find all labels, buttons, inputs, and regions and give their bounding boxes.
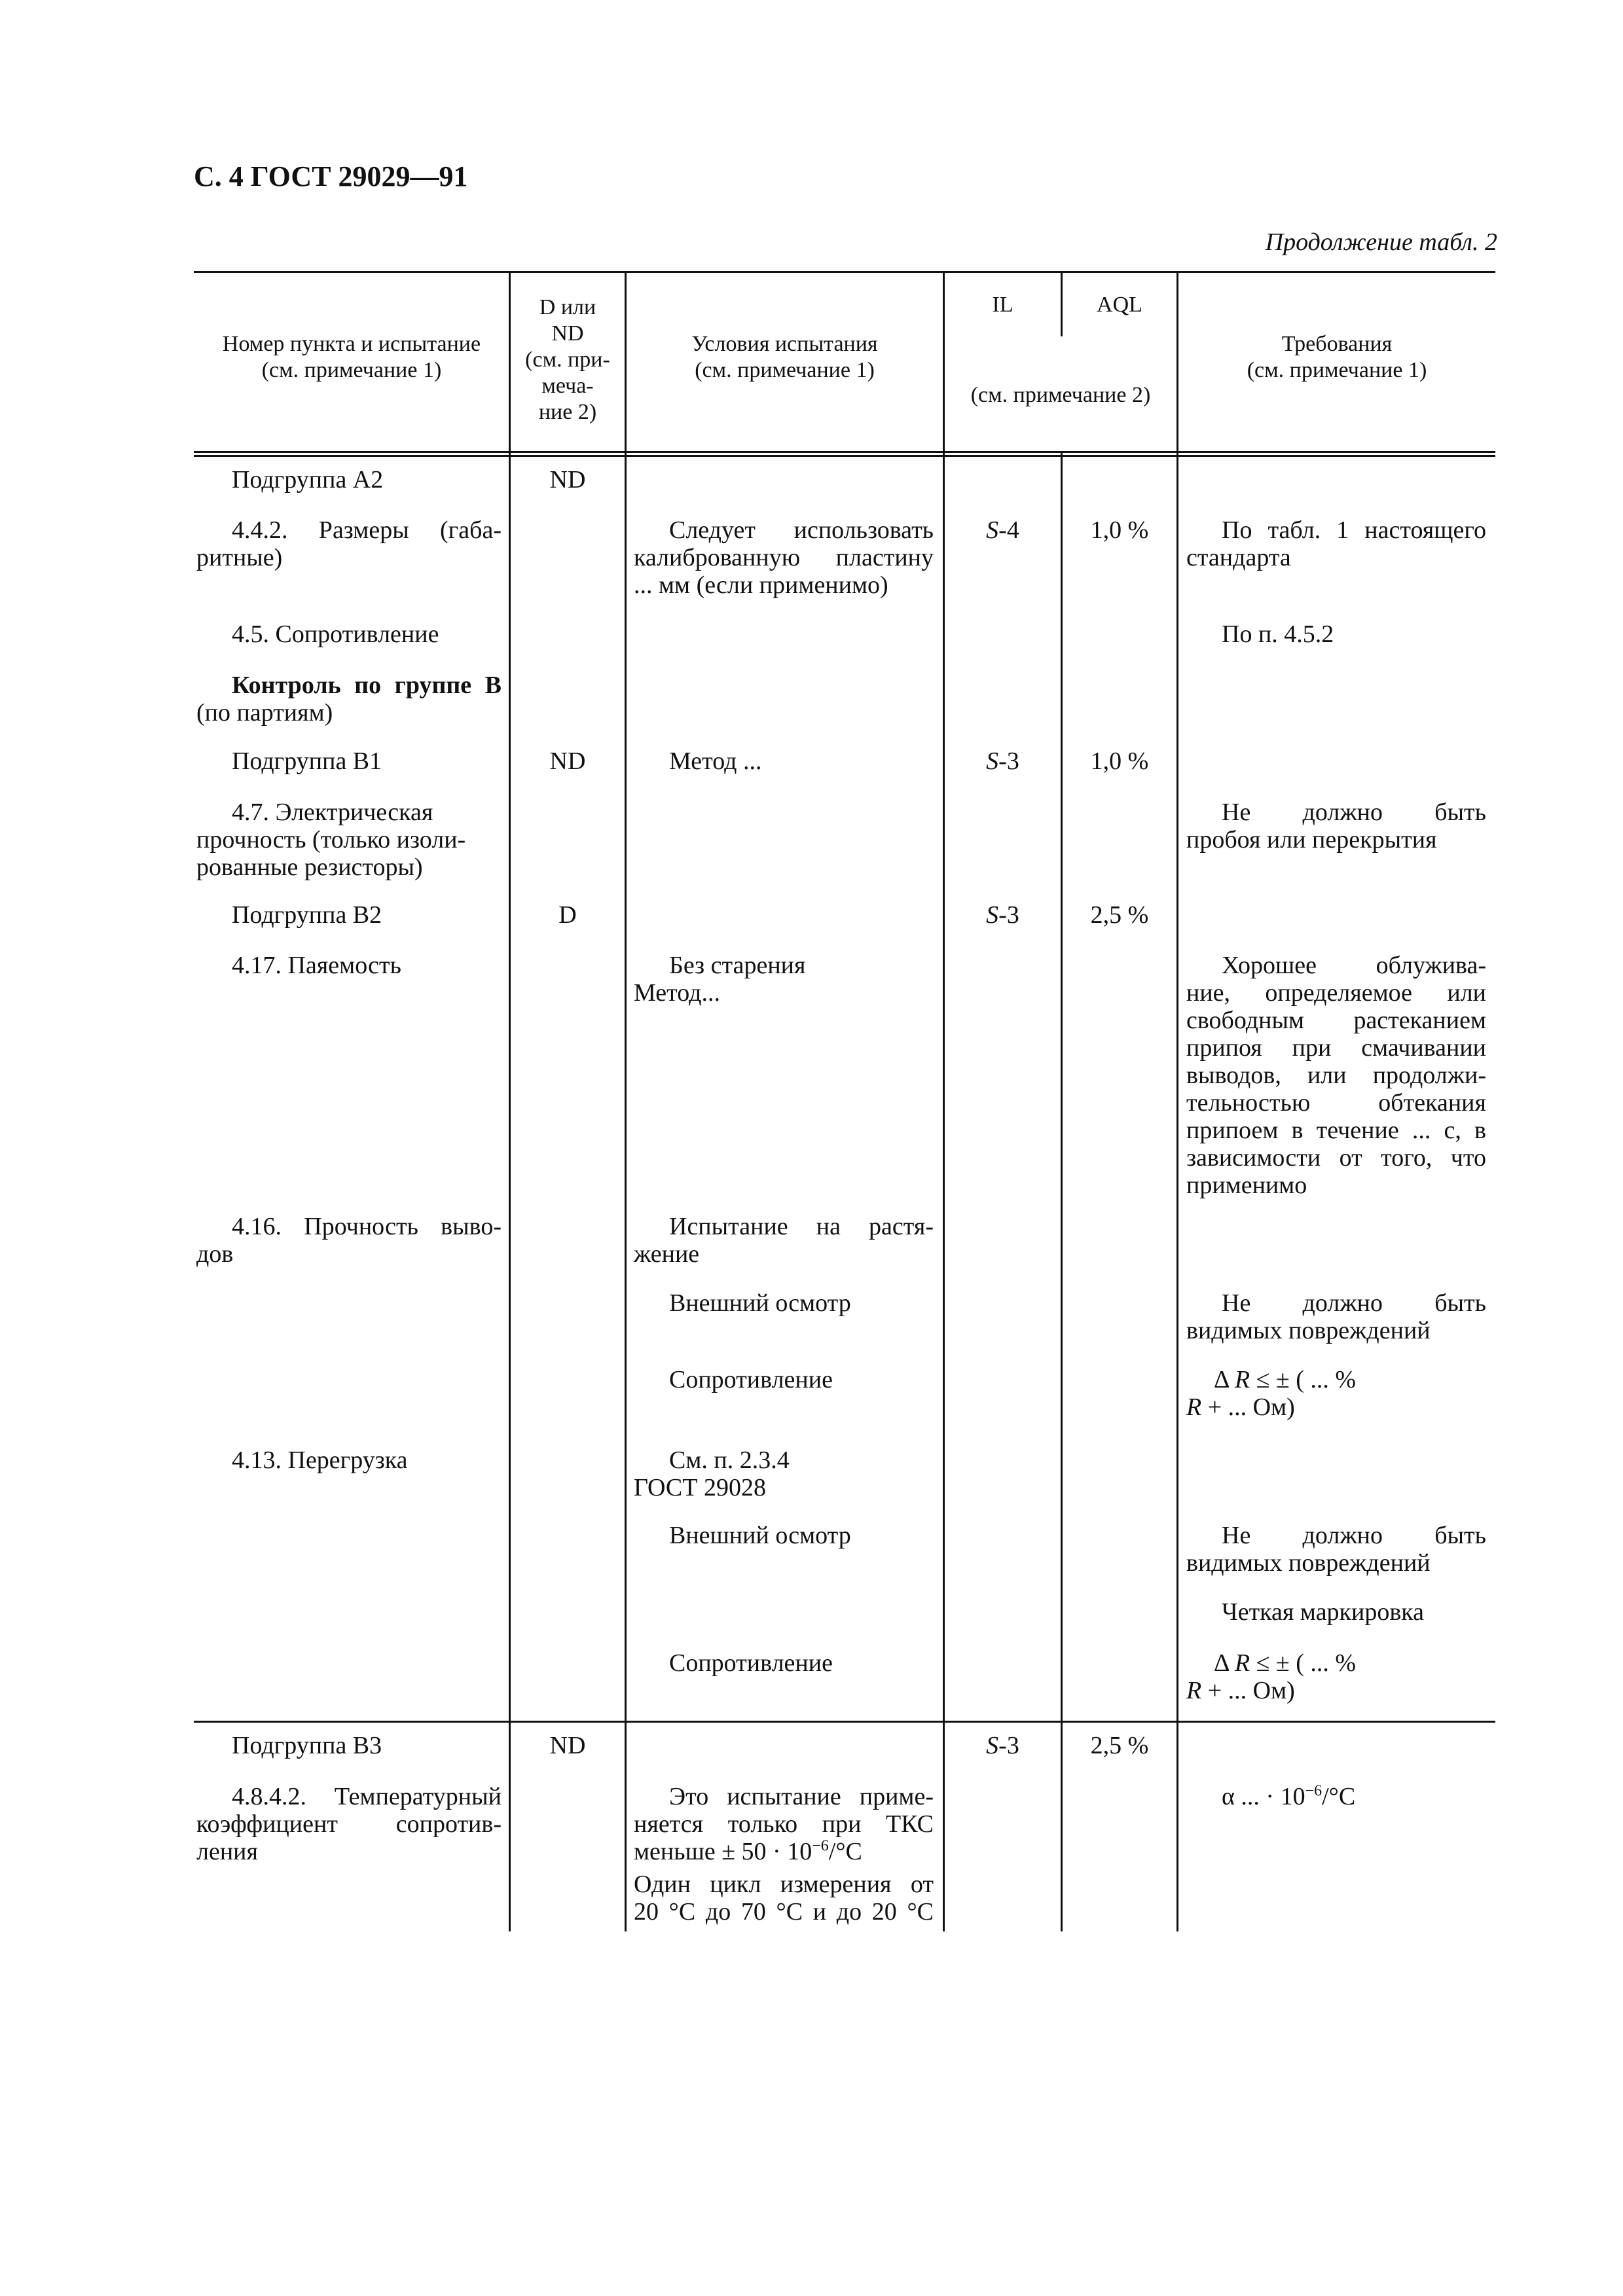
subgroup-b2-il: S-3	[986, 901, 1019, 929]
req-lead-resistance: Δ R ≤ ± ( ... % R + ... Ом)	[1186, 1366, 1357, 1421]
col-divider-5	[1176, 271, 1178, 1931]
subgroup-b3-dnd: ND	[549, 1732, 586, 1759]
test-solderability: 4.17. Паяемость	[232, 952, 401, 979]
cond-lead-resistance: Сопротивление	[669, 1366, 833, 1393]
col-divider-4b	[1061, 451, 1063, 1931]
test-overload: 4.13. Перегрузка	[232, 1446, 408, 1474]
subgroup-b1-dnd: ND	[549, 747, 586, 775]
subgroup-a2-dnd: ND	[549, 466, 586, 493]
req-overload-visual: Не должно быть видимых повреждений	[1186, 1522, 1486, 1577]
aql-dimensions: 1,0 %	[1090, 516, 1149, 544]
test-electric-strength: 4.7. Электрическая прочность (только изоли- рованные резисторы)	[196, 798, 466, 881]
cond-overload-visual: Внешний осмотр	[669, 1522, 851, 1549]
header-aql: AQL	[1097, 293, 1142, 317]
header-il: IL	[992, 293, 1013, 317]
table-top-rule	[194, 271, 1495, 273]
subgroup-b1: Подгруппа В1	[232, 747, 382, 775]
header-requirements: Требования (см. примечание 1)	[1247, 332, 1427, 382]
test-resistance: 4.5. Сопротивление	[232, 620, 439, 648]
req-tcr: α ... · $10^{-6}/^\circ C$	[1222, 1782, 1356, 1810]
group-b3-rule	[194, 1721, 1495, 1723]
test-lead-strength: 4.16. Прочность выво- дов	[196, 1213, 501, 1268]
subgroup-b1-aql: 1,0 %	[1090, 747, 1149, 775]
group-b-heading: Контроль по группе В (по партиям)	[196, 672, 501, 726]
cond-overload-ref: См. п. 2.3.4 ГОСТ 29028	[634, 1446, 790, 1501]
req-electric-strength: Не должно быть пробоя или перекрытия	[1186, 798, 1486, 853]
subgroup-b1-cond: Метод ...	[669, 747, 762, 775]
cond-solderability: Без старения Метод...	[634, 952, 806, 1007]
subgroup-b3: Подгруппа В3	[232, 1732, 382, 1759]
subgroup-a2: Подгруппа А2	[232, 466, 384, 493]
col-divider-2	[625, 271, 627, 1931]
test-tcr: 4.8.4.2. Температурный коэффициент сопротив- ления	[196, 1783, 501, 1865]
req-overload-marking: Четкая маркировка	[1222, 1598, 1425, 1626]
header-test: Номер пункта и испытание (см. примечание 1)	[222, 332, 481, 382]
req-resistance: По п. 4.5.2	[1222, 620, 1334, 648]
test-dimensions: 4.4.2. Размеры (габа- ритные)	[196, 516, 501, 571]
cond-overload-resistance: Сопротивление	[669, 1649, 833, 1677]
col-divider-1	[509, 271, 511, 1931]
page-header: С. 4 ГОСТ 29029—91	[194, 160, 468, 192]
subgroup-b1-il: S-3	[986, 747, 1019, 775]
cond-dimensions: Следует использовать калиброванную пластину ... мм (если применимо)	[634, 516, 934, 599]
header-double-rule-1	[194, 451, 1495, 453]
header-d-nd: D или ND (см. при- меча- ние 2)	[525, 295, 610, 424]
cond-tcr: Это испытание приме- няется только при ТКС меньше ± $50 \cdot 10^{-6}/^\circ C$ Один цикл измерения от 20 °С до 70 °С и до 20 °С	[634, 1783, 934, 1926]
cond-lead-tensile: Испытание на растя- жение	[634, 1213, 934, 1268]
subgroup-b2: Подгруппа В2	[232, 901, 382, 929]
il-dimensions: S-4	[986, 516, 1019, 544]
table-continuation-label: Продолжение табл. 2	[1265, 228, 1497, 256]
req-solderability: Хорошее облужива- ние, определяемое или свободным растеканием припоя при смачивании выводов, или продолжи- тельностью обтекания припоем в течение ... с, в зависимости от того, что применимо	[1186, 952, 1486, 1199]
req-dimensions: По табл. 1 настоящего стандарта	[1186, 516, 1486, 571]
header-il-aql-note: (см. примечание 2)	[970, 383, 1151, 407]
header-double-rule-2	[194, 455, 1495, 457]
req-lead-visual: Не должно быть видимых повреждений	[1186, 1289, 1486, 1344]
subgroup-b2-aql: 2,5 %	[1090, 901, 1149, 929]
subgroup-b2-dnd: D	[558, 901, 577, 929]
header-conditions: Условия испытания (см. примечание 1)	[691, 332, 878, 382]
req-overload-resistance: Δ R ≤ ± ( ... % R + ... Ом)	[1186, 1649, 1357, 1704]
subgroup-b3-aql: 2,5 %	[1090, 1732, 1149, 1759]
cond-lead-visual: Внешний осмотр	[669, 1289, 851, 1317]
subgroup-b3-il: S-3	[986, 1732, 1019, 1759]
